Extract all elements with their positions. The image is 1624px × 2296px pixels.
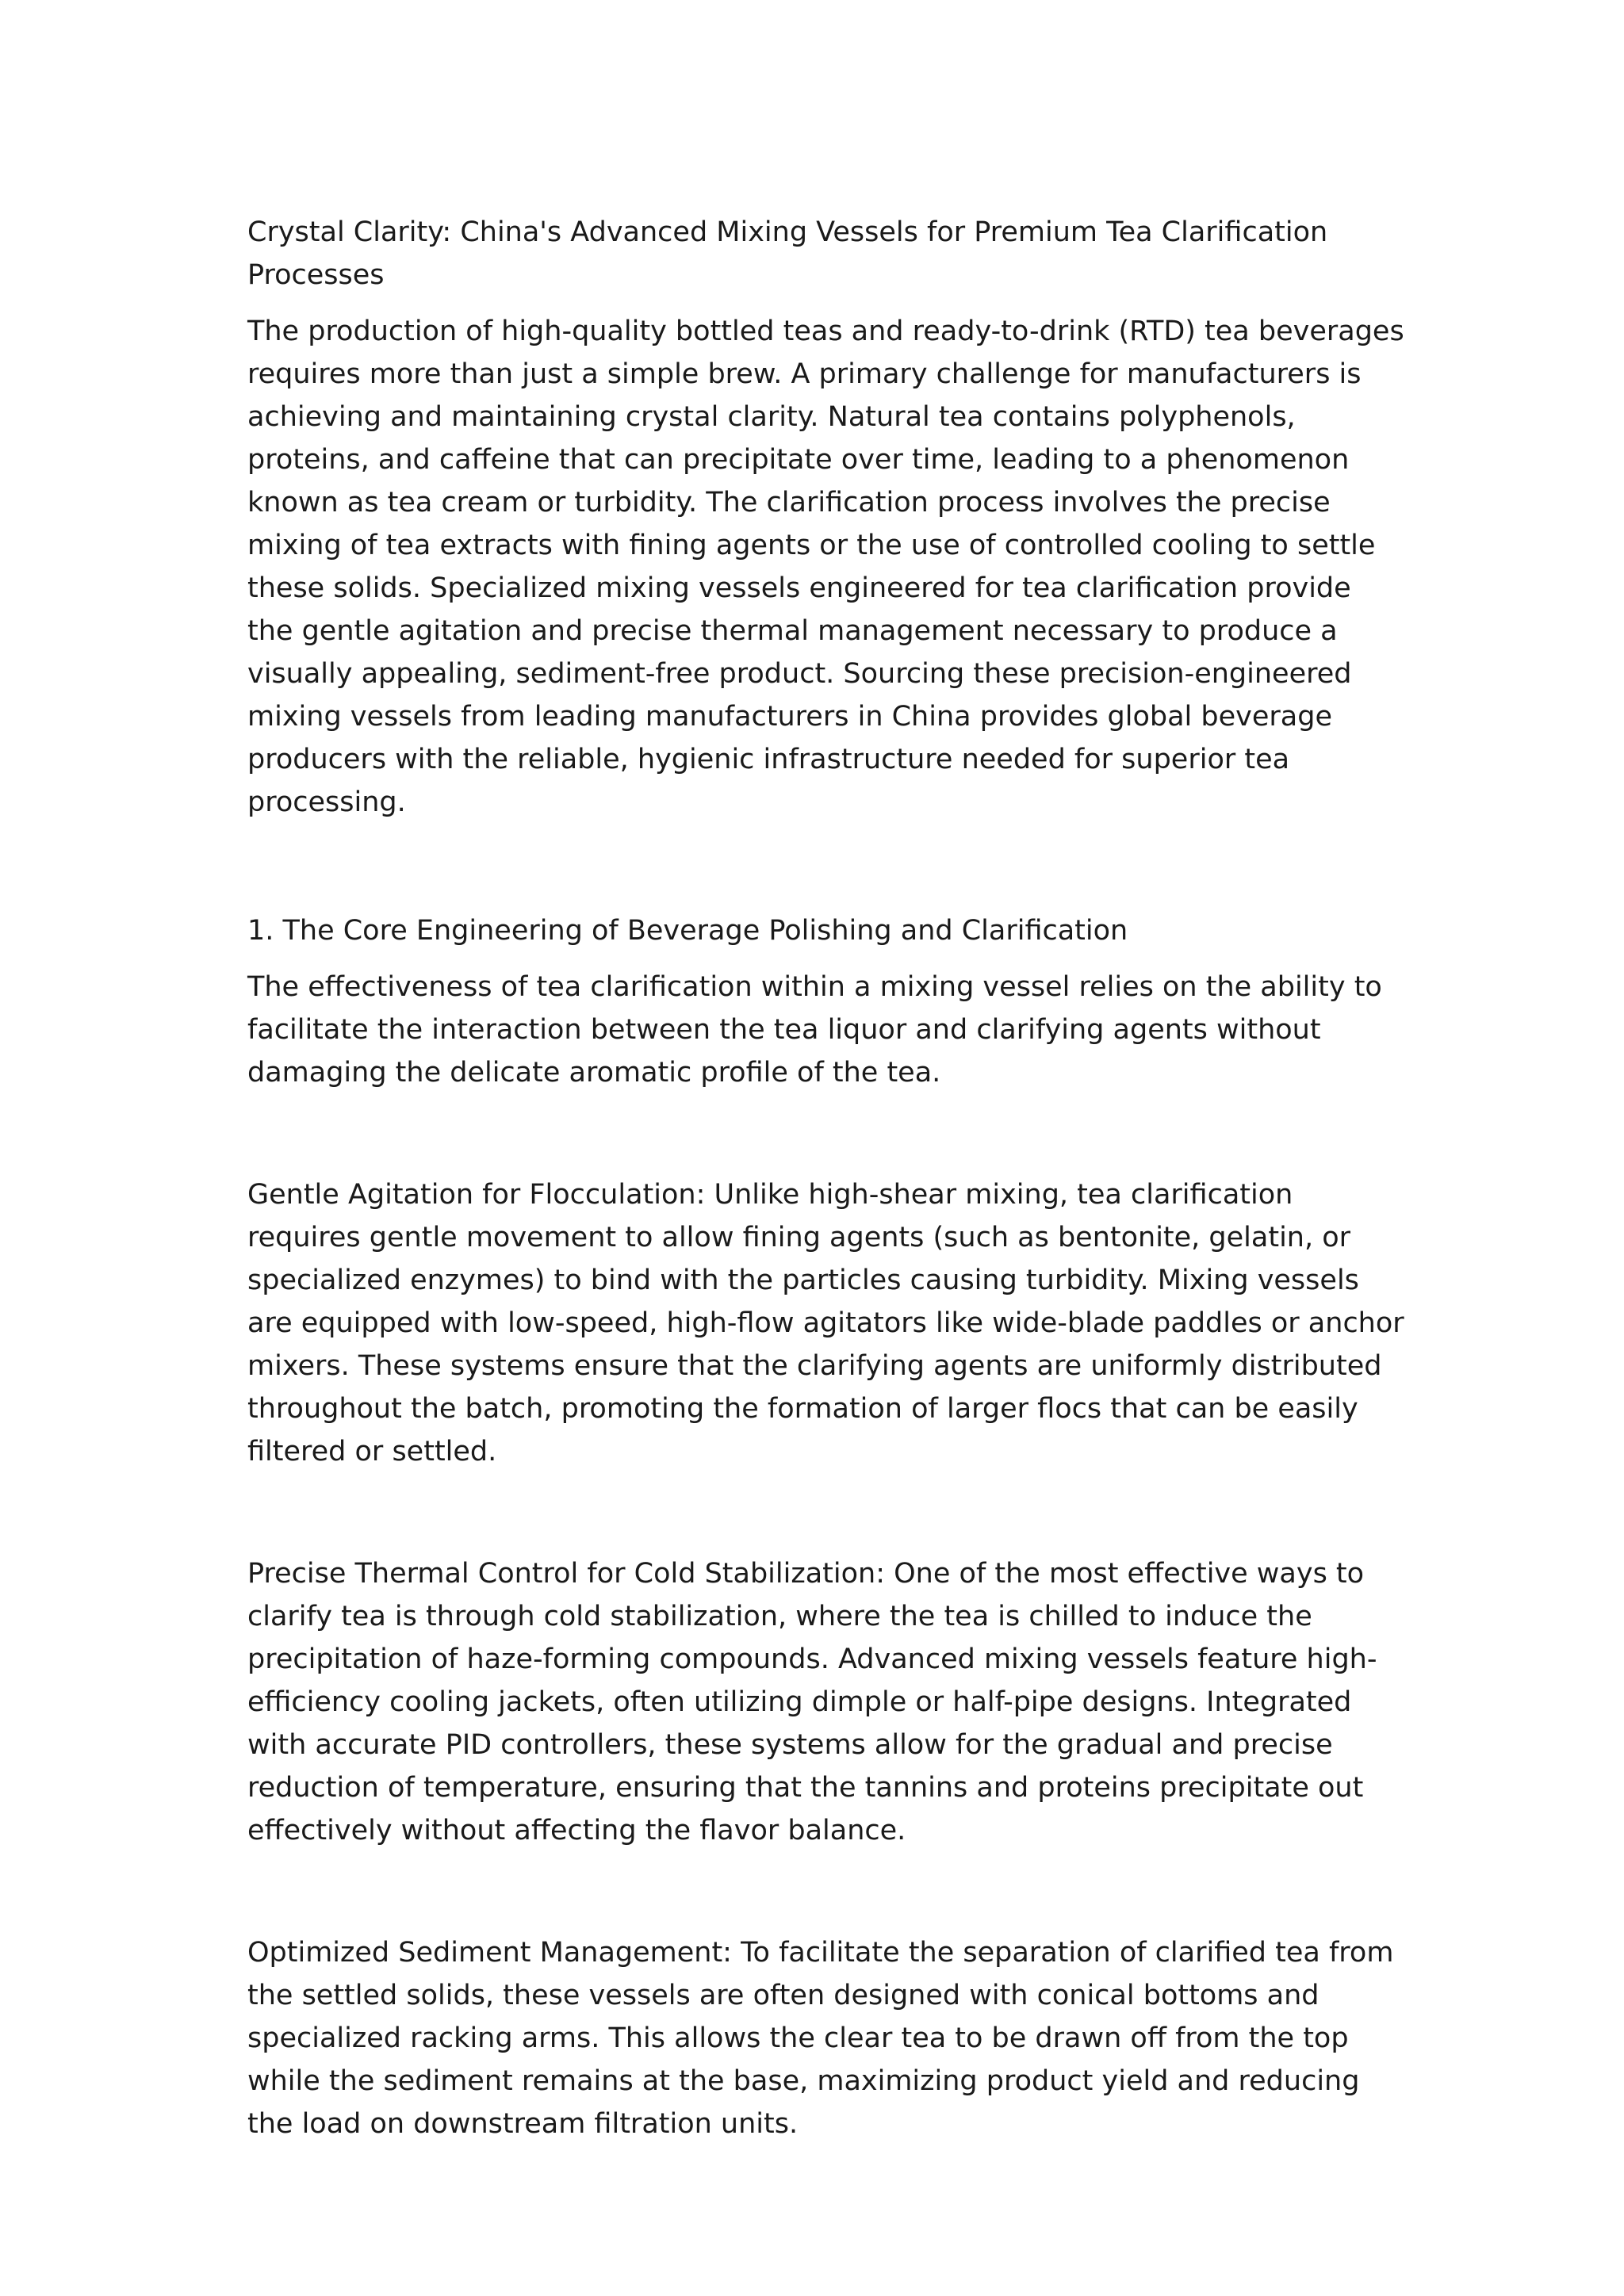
- point-gentle-agitation: Gentle Agitation for Flocculation: Unlike high-shear mixing, tea clarification requires gentle movement to allow fining agents (such as bentonite, gelatin, or specialized enzymes) to bind with the particles causing turbidity. Mixing vessels are equipped with low-speed, high-flow agitators like wide-blade paddles or anchor mixers. These systems ensure that the clarifying agents are uniformly distributed throughout the batch, promoting the formation of larger flocs that can be easily filtered or settled.: [247, 1179, 1404, 1468]
- document-title: Crystal Clarity: China's Advanced Mixing Vessels for Premium Tea Clarification Processes: [247, 216, 1328, 291]
- document-page: [247, 211, 1405, 2145]
- section-1-lead-paragraph: The effectiveness of tea clarification within a mixing vessel relies on the ability to facilitate the interaction between the tea liquor and clarifying agents without damaging the delicate aromatic profile of the tea.: [247, 971, 1382, 1089]
- point-sediment-management: Optimized Sediment Management: To facilitate the separation of clarified tea from the settled solids, these vessels are often designed with conical bottoms and specialized racking arms. This allows the clear tea to be drawn off from the top while the sediment remains at the base, maximizing product yield and reducing the load on downstream filtration units.: [247, 1937, 1394, 2140]
- intro-paragraph: The production of high-quality bottled teas and ready-to-drink (RTD) tea beverages requires more than just a simple brew. A primary challenge for manufacturers is achieving and maintaining crystal clarity. Natural tea contains polyphenols, proteins, and caffeine that can precipitate over time, leading to a phenomenon known as tea cream or turbidity. The clarification process involves the precise mixing of tea extracts with fining agents or the use of controlled cooling to settle these solids. Specialized mixing vessels engineered for tea clarification provide the gentle agitation and precise thermal management necessary to produce a visually appealing, sediment-free product. Sourcing these precision-engineered mixing vessels from leading manufacturers in China provides global beverage producers with the reliable, hygienic infrastructure needed for superior tea processing.: [247, 316, 1404, 818]
- point-thermal-control: Precise Thermal Control for Cold Stabilization: One of the most effective ways to clarify tea is through cold stabilization, where the tea is chilled to induce the precipitation of haze-forming compounds. Advanced mixing vessels feature high-efficiency cooling jackets, often utilizing dimple or half-pipe designs. Integrated with accurate PID controllers, these systems allow for the gradual and precise reduction of temperature, ensuring that the tannins and proteins precipitate out effectively without affecting the flavor balance.: [247, 1558, 1377, 1846]
- section-1-heading: 1. The Core Engineering of Beverage Polishing and Clarification: [247, 915, 1128, 947]
